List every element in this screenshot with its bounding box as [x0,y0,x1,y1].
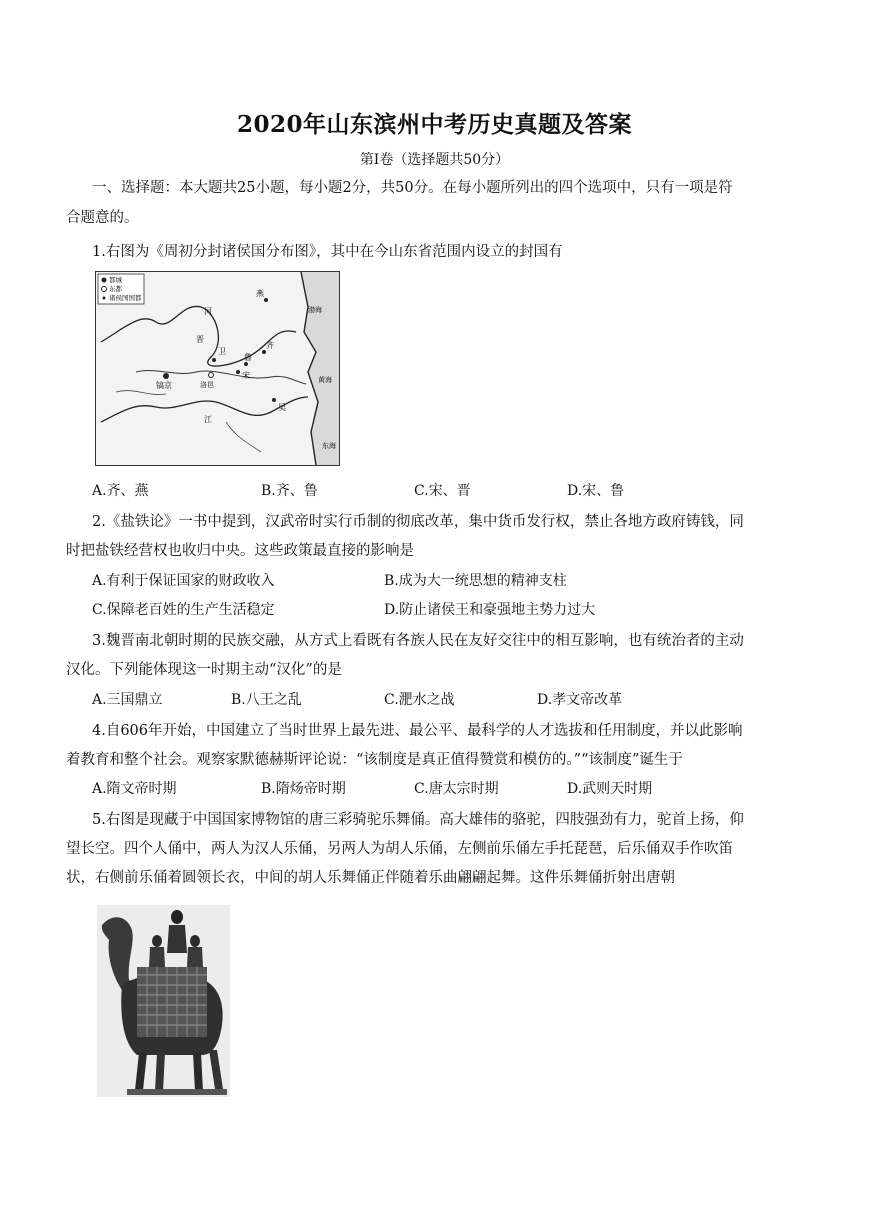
question-4-option-d[interactable]: D.武则天时期 [567,781,653,797]
map-label-song: 宋 [242,371,250,380]
section-intro-line-2: 合题意的。 [66,210,139,226]
question-3-stem-line-1: 3.魏晋南北朝时期的民族交融，从方式上看既有各族人民在友好交往中的相互影响，也有统治者的主动 [92,633,744,649]
question-1-option-a[interactable]: A.齐、燕 [92,483,149,499]
document-title: 2020年山东滨州中考历史真题及答案 [236,111,632,138]
question-5-stem-line-3: 状，右侧前乐俑着圆领长衣，中间的胡人乐舞俑正伴随着乐曲翩翩起舞。这件乐舞俑折射出唐朝 [66,870,675,886]
legend-east-capital: 东都 [109,285,122,293]
map-label-wei: 卫 [218,347,226,356]
question-3-stem-line-2: 汉化。下列能体现这一时期主动“汉化”的是 [66,662,342,678]
map-illustration [96,272,339,465]
zhou-fengguo-map [95,271,340,466]
legend-vassal-capital: 诸侯国国都 [109,294,142,302]
question-1-option-d[interactable]: D.宋、鲁 [567,483,625,499]
question-2-option-b[interactable]: B.成为大一统思想的精神支柱 [384,573,567,589]
legend-capital: 都城 [109,276,122,284]
map-label-haojing: 镐京 [156,381,172,390]
question-4-option-a[interactable]: A.隋文帝时期 [92,781,177,797]
map-label-huanghai: 黄海 [318,376,332,384]
map-label-qi: 齐 [266,341,274,350]
question-1-option-c[interactable]: C.宋、晋 [414,483,471,499]
question-2-stem-line-2: 时把盐铁经营权也收归中央。这些政策最直接的影响是 [66,543,414,559]
question-1-stem: 1.右图为《周初分封诸侯国分布图》，其中在今山东省范围内设立的封国有 [92,244,563,260]
question-3-option-a[interactable]: A.三国鼎立 [92,692,163,708]
map-label-jin: 晋 [196,335,204,344]
question-3-option-d[interactable]: D.孝文帝改革 [537,692,623,708]
section-subtitle: 第Ⅰ卷（选择题共50分） [359,152,510,168]
question-2-stem-line-1: 2.《盐铁论》一书中提到，汉武帝时实行币制的彻底改革，集中货币发行权，禁止各地方政府铸钱，同 [92,514,744,530]
question-1-option-b[interactable]: B.齐、鲁 [261,483,318,499]
question-4-option-c[interactable]: C.唐太宗时期 [414,781,499,797]
map-label-jiang: 江 [204,415,212,424]
question-2-option-c[interactable]: C.保障老百姓的生产生活稳定 [92,602,275,618]
question-2-option-a[interactable]: A.有利于保证国家的财政收入 [92,573,275,589]
question-5-stem-line-1: 5.右图是现藏于中国国家博物馆的唐三彩骑驼乐舞俑。高大雄伟的骆驼，四肢强劲有力，驼首上扬，仰 [92,812,744,828]
question-2-option-d[interactable]: D.防止诸侯王和豪强地主势力过大 [384,602,596,618]
map-label-bohai: 渤海 [308,306,322,314]
map-label-he: 河 [204,307,212,316]
map-label-lu: 鲁 [244,353,252,362]
question-3-option-c[interactable]: C.淝水之战 [384,692,455,708]
map-label-wu: 吴 [278,403,286,412]
map-label-yan: 燕 [256,289,264,298]
question-3-option-b[interactable]: B.八王之乱 [231,692,302,708]
section-intro-line-1: 一、选择题：本大题共25小题，每小题2分，共50分。在每小题所列出的四个选项中，只有一项是符 [92,180,733,196]
camel-figure-illustration [97,905,230,1097]
question-4-stem-line-1: 4.自606年开始，中国建立了当时世界上最先进、最公平、最科学的人才选拔和任用制度，并以此影响 [92,723,743,739]
question-4-stem-line-2: 着教育和整个社会。观察家默德赫斯评论说：“该制度是真正值得赞赏和模仿的。”“该制度”诞生于 [66,752,683,768]
tang-sancai-camel-photo [97,905,230,1097]
map-label-luoyi: 洛邑 [200,381,214,389]
question-4-option-b[interactable]: B.隋炀帝时期 [261,781,346,797]
map-label-donghai: 东海 [322,442,336,450]
question-5-stem-line-2: 望长空。四个人俑中，两人为汉人乐俑，另两人为胡人乐俑，左侧前乐俑左手托琵琶，后乐俑双手作吹笛 [66,841,733,857]
